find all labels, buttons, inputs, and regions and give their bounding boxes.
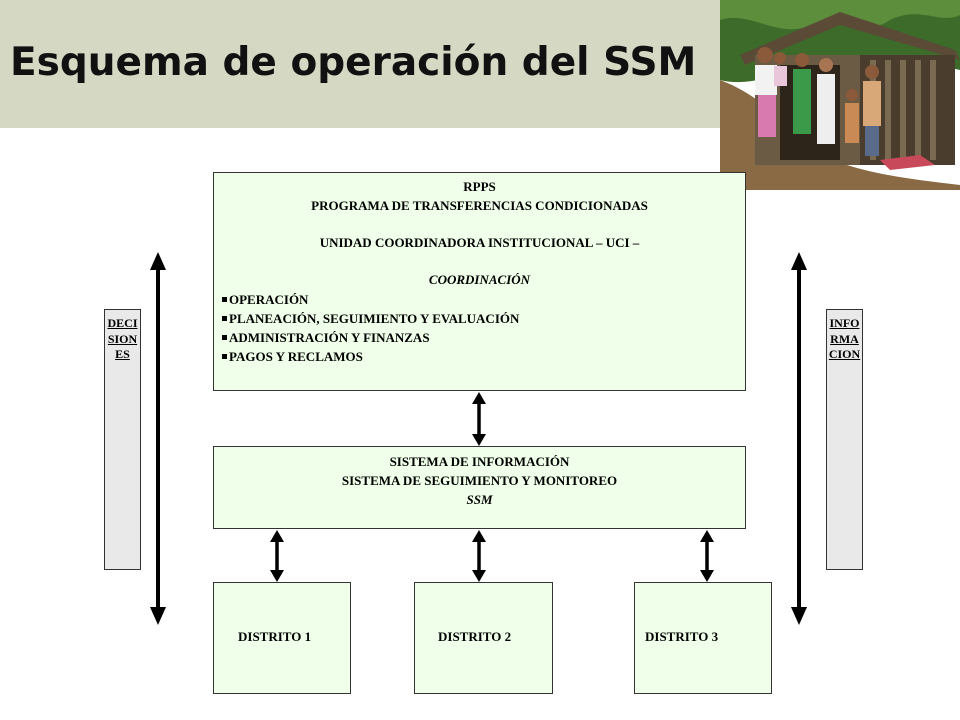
ssm-label: SSM xyxy=(466,492,493,507)
function-item: PAGOS Y RECLAMOS xyxy=(229,347,745,366)
information-arrow xyxy=(791,252,807,625)
ssm-district-3-arrow xyxy=(700,530,714,582)
program-label: PROGRAMA DE TRANSFERENCIAS CONDICIONADAS xyxy=(311,198,648,213)
district-3-label: DISTRITO 3 xyxy=(645,629,719,644)
uci-label: UNIDAD COORDINADORA INSTITUCIONAL – UCI – xyxy=(319,235,640,250)
district-2-label: DISTRITO 2 xyxy=(438,629,512,644)
info-system-label: SISTEMA DE INFORMACIÓN xyxy=(389,454,570,469)
function-item: OPERACIÓN xyxy=(229,290,745,309)
rpps-ssm-arrow xyxy=(472,392,486,446)
district-1-label: DISTRITO 1 xyxy=(238,629,312,644)
decisions-arrow xyxy=(150,252,166,625)
information-label: INFORMACION xyxy=(826,309,863,570)
coordination-label: COORDINACIÓN xyxy=(428,272,531,287)
monitoring-system-label: SISTEMA DE SEGUIMIENTO Y MONITOREO xyxy=(341,473,618,488)
ssm-district-2-arrow xyxy=(472,530,486,582)
decisions-label: DECISIONES xyxy=(104,309,141,570)
rpps-label: RPPS xyxy=(463,179,496,194)
slide-title: Esquema de operación del SSM xyxy=(10,40,697,85)
ssm-district-1-arrow xyxy=(270,530,284,582)
function-item: PLANEACIÓN, SEGUIMIENTO Y EVALUACIÓN xyxy=(229,309,745,328)
function-item: ADMINISTRACIÓN Y FINANZAS xyxy=(229,328,745,347)
